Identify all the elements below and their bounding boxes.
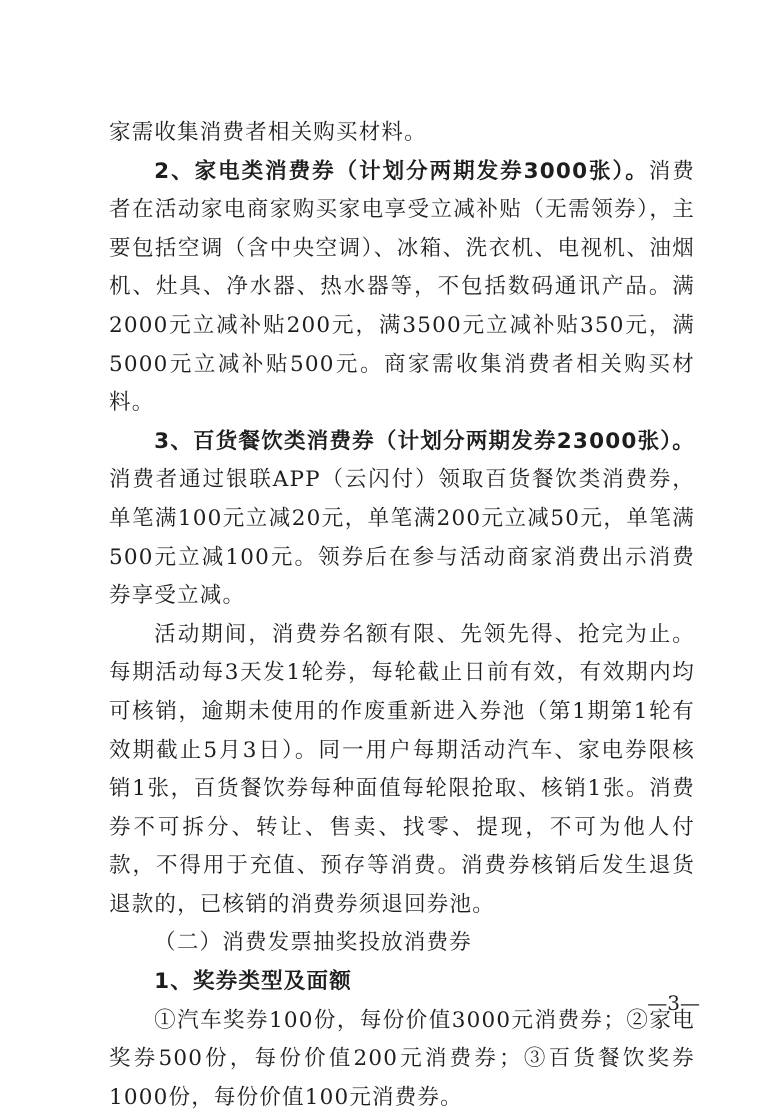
paragraph-retail-dining-voucher <box>109 423 695 616</box>
appliance-voucher-body: 消费者在活动家电商家购买家电享受立减补贴（无需领券），主要包括空调（含中央空调）、冰箱、洗衣机、电视机、油烟机、灶具、净水器、热水器等，不包括数码通讯产品。满2000元立减补贴200元，满3500元立减补贴350元，满5000元立减补贴500元。商家需收集消费者相关购买材料。 <box>109 158 695 416</box>
heading-appliance-voucher: 2、家电类消费券（计划分两期发券3000张）。 <box>154 158 649 184</box>
document-body <box>109 114 695 1117</box>
page-number: —3— <box>647 991 700 1015</box>
paragraph-activity-rules: 活动期间，消费券名额有限、先领先得、抢完为止。每期活动每3天发1轮券，每轮截止日前有效，有效期内均可核销，逾期未使用的作废重新进入券池（第1期第1轮有效期截止5月3日）。同一用户每期活动汽车、家电券限核销1张，百货餐饮券每种面值每轮限抢取、核销1张。消费券不可拆分、转让、售卖、找零、提现，不可为他人付款，不得用于充值、预存等消费。消费券核销后发生退货退款的，已核销的消费券须退回券池。 <box>109 621 695 917</box>
subheading-prize-types: 1、奖券类型及面额 <box>154 969 352 995</box>
section-heading-invoice-lottery: （二）消费发票抽奖投放消费券 <box>154 930 472 956</box>
paragraph-appliance-voucher <box>109 153 695 423</box>
paragraph-continuation: 家需收集消费者相关购买材料。 <box>109 120 427 145</box>
retail-dining-voucher-body: 消费者通过银联APP（云闪付）领取百货餐饮类消费券，单笔满100元立减20元，单笔满200元立减50元，单笔满500元立减100元。领券后在参与活动商家消费出示消费券享受立减。 <box>109 467 695 609</box>
paragraph-prize-details: ①汽车奖券100份，每份价值3000元消费券；②家电奖券500份，每份价值200元消费券；③百货餐饮奖券1000份，每份价值100元消费券。 <box>109 1007 695 1110</box>
heading-retail-dining-voucher: 3、百货餐饮类消费券（计划分两期发券23000张）。 <box>154 428 695 454</box>
